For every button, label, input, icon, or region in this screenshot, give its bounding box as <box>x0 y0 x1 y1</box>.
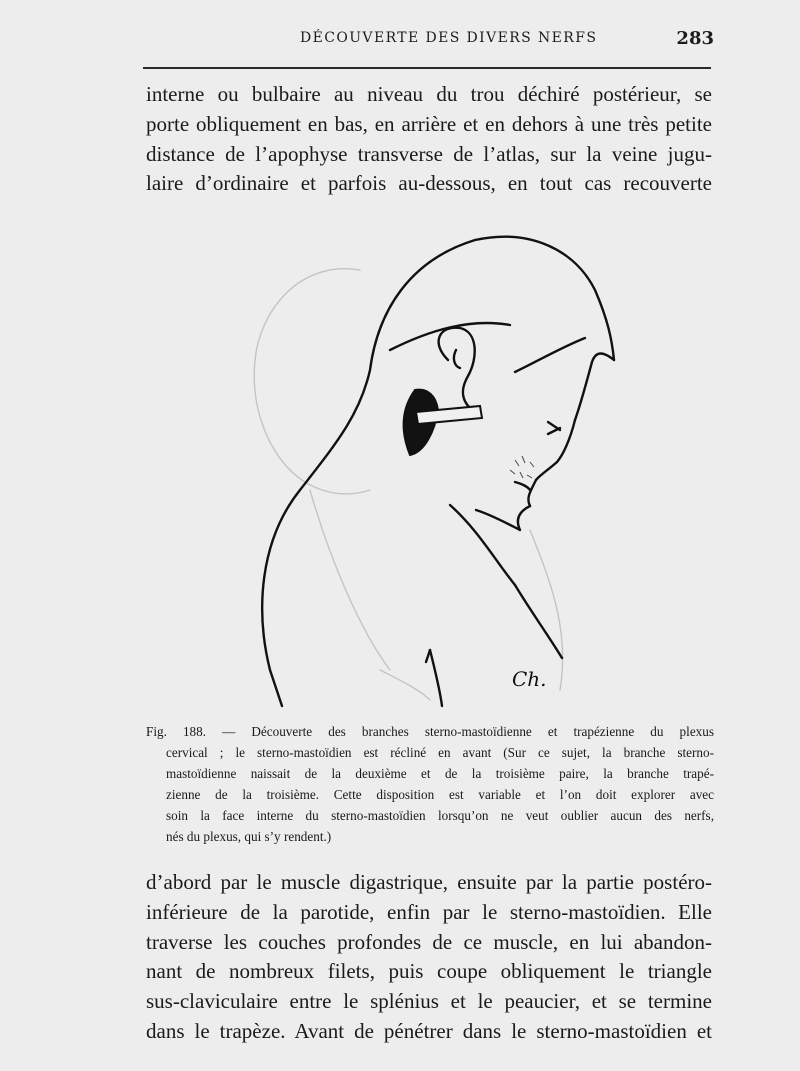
running-head <box>150 28 714 52</box>
text-line: interne ou bulbaire au niveau du trou déchiré postérieur, se <box>146 82 712 106</box>
text-line: d’abord par le muscle digastrique, ensuite par la partie postéro- <box>146 870 712 894</box>
text-line: porte obliquement en bas, en arrière et en dehors à une très petite <box>146 111 712 136</box>
caption-line: soin la face interne du sterno-mastoïdien lorsqu’on ne veut oublier aucun des nerfs, <box>166 808 714 824</box>
figure-illustration <box>230 230 640 710</box>
header-rule <box>143 67 711 69</box>
text-line: inférieure de la parotide, enfin par le sterno-mastoïdien. Elle <box>146 899 712 924</box>
text-line: distance de l’apophyse transverse de l’atlas, sur la veine jugu- <box>146 141 712 166</box>
text-line: traverse les couches profondes de ce muscle, en lui abandon- <box>146 929 712 954</box>
figure-caption <box>146 721 714 848</box>
text-line: nant de nombreux filets, puis coupe obliquement le triangle <box>146 959 712 984</box>
paragraph-top <box>146 80 712 199</box>
caption-line: mastoïdienne naissait de la deuxième et de la troisième paire, la branche trapé- <box>166 766 714 782</box>
caption-line: zienne de la troisième. Cette disposition est variable et l’on doit explorer avec <box>166 787 714 803</box>
caption-line: cervical ; le sterno-mastoïdien est récliné en avant (Sur ce sujet, la branche sterno- <box>166 745 714 761</box>
caption-line: nés du plexus, qui s’y rendent.) <box>166 829 332 845</box>
artist-signature: Ch. <box>512 667 547 691</box>
neck-dissection-drawing <box>230 230 640 710</box>
caption-line: Fig. 188. — Découverte des branches sterno-mastoïdienne et trapézienne du plexus <box>146 724 714 739</box>
text-line: dans le trapèze. Avant de pénétrer dans le sterno-mastoïdien et <box>146 1018 712 1043</box>
running-title: DÉCOUVERTE DES DIVERS NERFS <box>300 30 598 46</box>
page-number: 283 <box>676 28 714 49</box>
text-line: sus-claviculaire entre le splénius et le peaucier, et se termine <box>146 989 712 1014</box>
paragraph-bottom <box>146 868 712 1047</box>
text-line: laire d’ordinaire et parfois au-dessous, en tout cas recouverte <box>146 171 712 196</box>
